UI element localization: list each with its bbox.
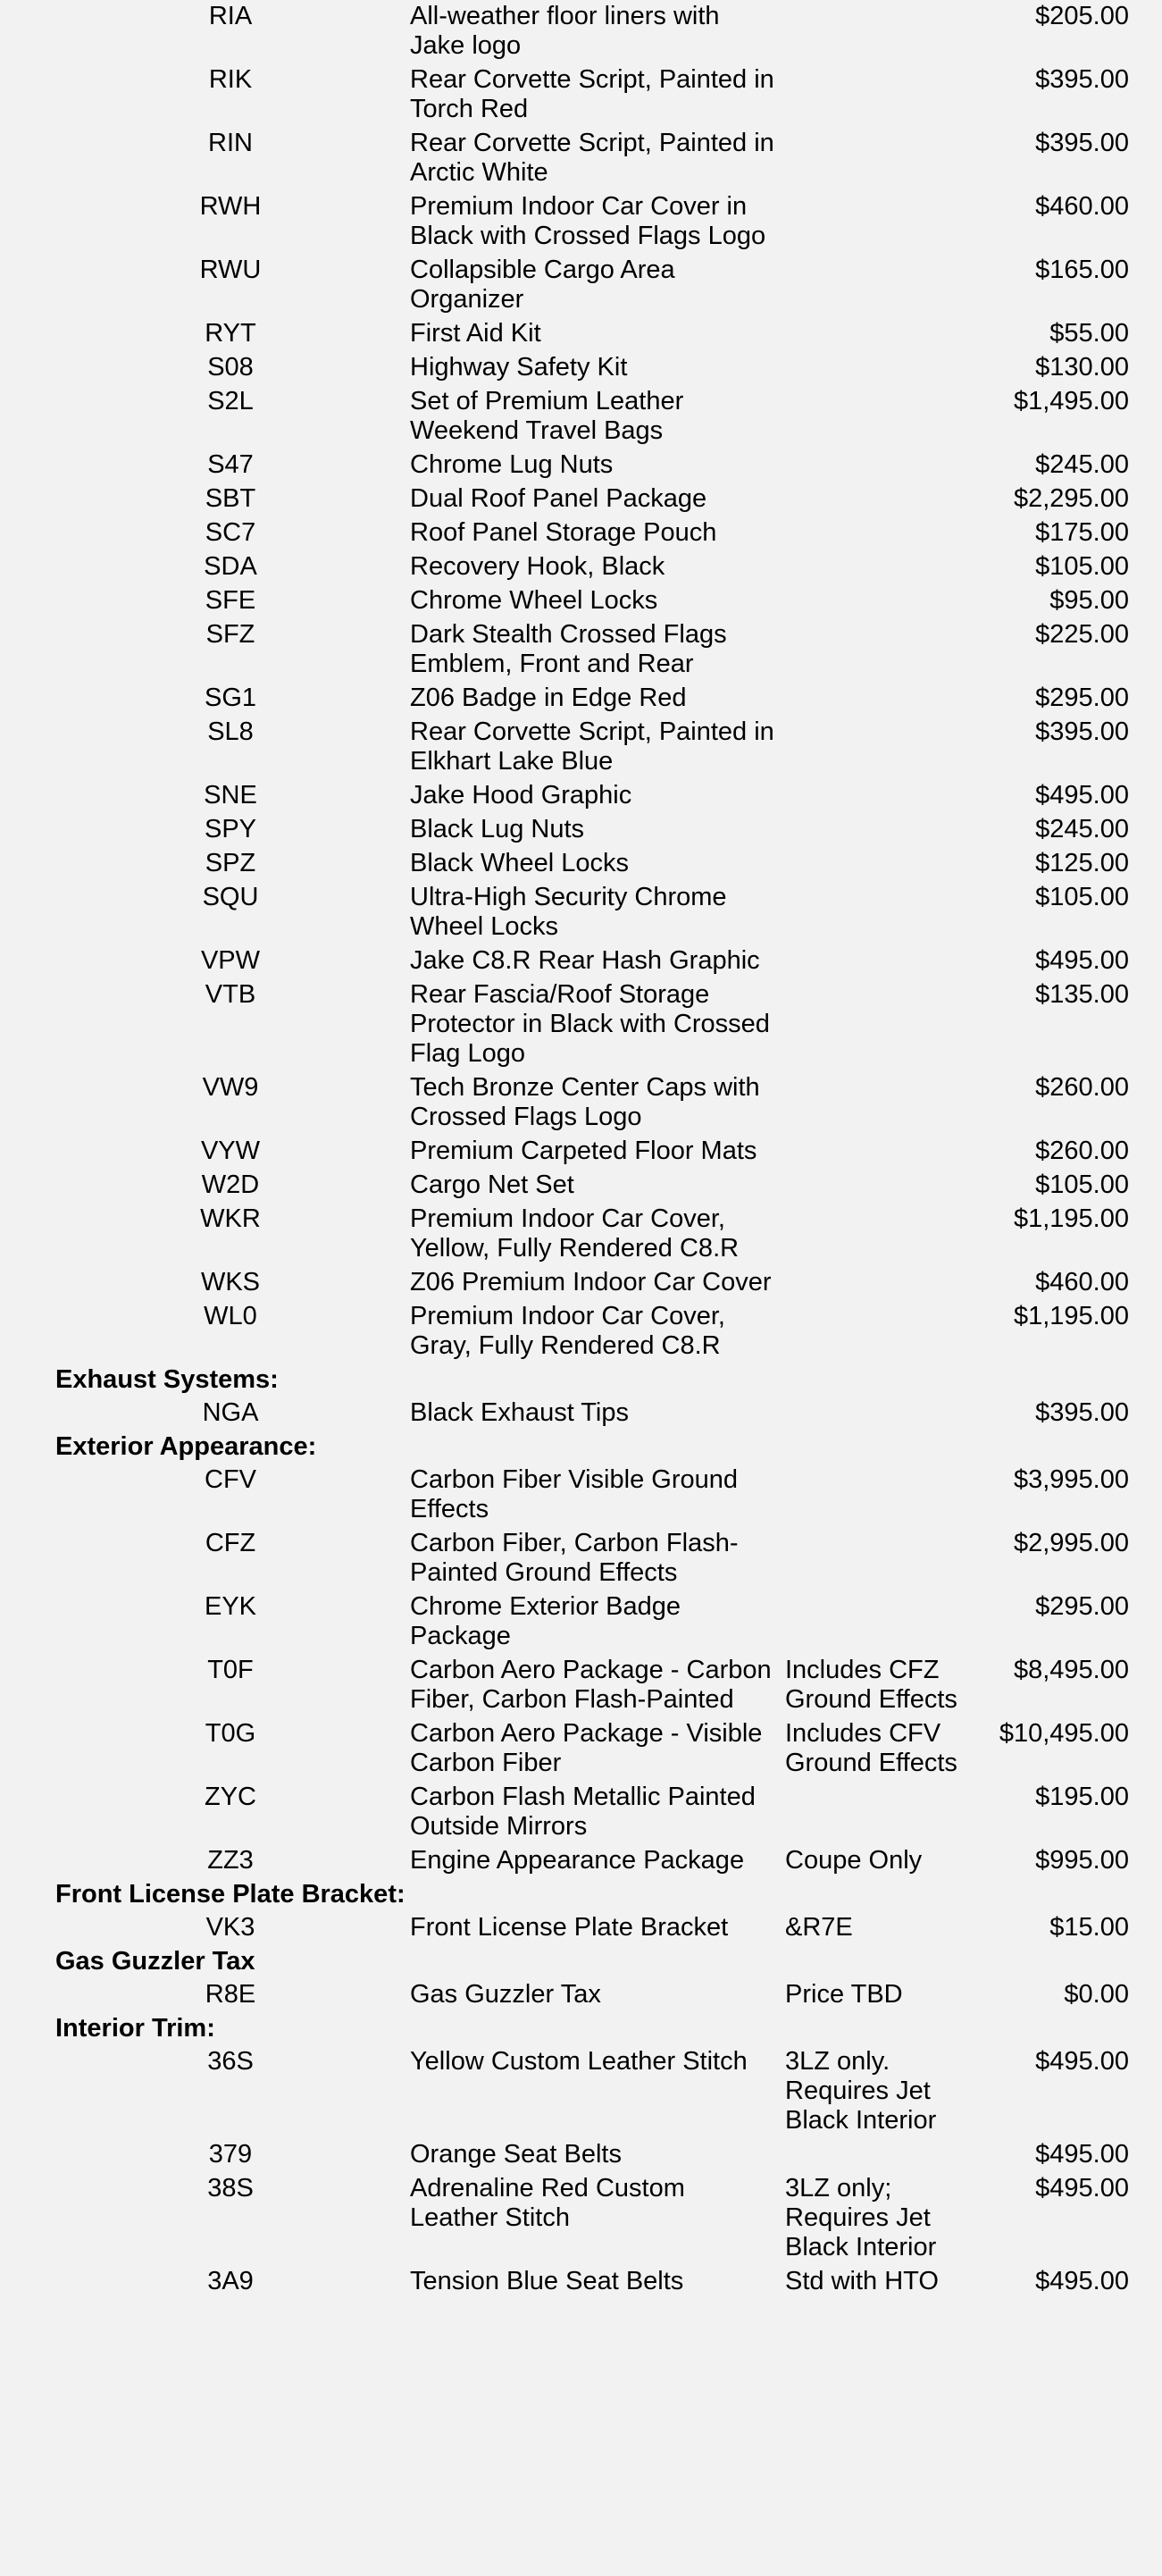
option-code: ZYC: [205, 1783, 256, 1811]
option-description: Highway Safety Kit: [410, 353, 628, 382]
option-price: $295.00: [1035, 684, 1129, 712]
option-code: CFV: [205, 1465, 256, 1494]
option-price: $245.00: [1035, 815, 1129, 843]
option-price: $135.00: [1035, 980, 1129, 1009]
option-row-ryt: [0, 319, 1162, 348]
option-description: Rear Corvette Script, Painted in Elkhart Lake Blue: [410, 717, 774, 776]
option-description: All-weather floor liners with Jake logo: [410, 2, 720, 60]
option-price: $1,495.00: [1013, 387, 1129, 415]
option-code: VW9: [202, 1073, 259, 1102]
option-row-s2l: [0, 387, 1162, 446]
option-row-rwu: [0, 256, 1162, 315]
option-code: 36S: [207, 2047, 254, 2076]
option-row-vw9: [0, 1073, 1162, 1132]
option-notes: 3LZ only; Requires Jet Black Interior: [785, 2174, 937, 2261]
option-description: Adrenaline Red Custom Leather Stitch: [410, 2174, 685, 2232]
option-code: SFZ: [205, 620, 255, 649]
option-description: Black Wheel Locks: [410, 849, 629, 877]
option-description: First Aid Kit: [410, 319, 541, 348]
option-code: RWH: [199, 192, 262, 221]
option-price: $1,195.00: [1013, 1204, 1129, 1233]
option-price: $495.00: [1035, 781, 1129, 810]
option-row-squ: [0, 883, 1162, 942]
option-row-zyc: [0, 1783, 1162, 1842]
option-code: SPY: [204, 815, 257, 843]
option-code: VPW: [200, 946, 261, 975]
option-description: Carbon Fiber, Carbon Flash-Painted Ground Effects: [410, 1529, 739, 1587]
option-code: SL8: [207, 717, 254, 746]
option-code: NGA: [202, 1398, 259, 1427]
option-row-wkr: [0, 1204, 1162, 1263]
option-price: $395.00: [1035, 717, 1129, 746]
option-description: Tech Bronze Center Caps with Crossed Flags Logo: [410, 1073, 760, 1131]
option-description: Premium Indoor Car Cover, Yellow, Fully Rendered C8.R: [410, 1204, 740, 1263]
option-code: SNE: [204, 781, 257, 810]
section-heading-front-license-plate-bracket: Front License Plate Bracket:: [55, 1880, 405, 1909]
option-code: ZZ3: [207, 1846, 254, 1875]
option-code: RYT: [205, 319, 256, 348]
option-code: T0G: [205, 1719, 256, 1748]
option-row-rwh: [0, 192, 1162, 251]
option-code: S47: [207, 450, 254, 479]
option-price: $460.00: [1035, 192, 1129, 221]
option-price: $395.00: [1035, 65, 1129, 94]
option-code: VK3: [205, 1913, 255, 1942]
option-row-rin: [0, 129, 1162, 188]
option-price: $105.00: [1035, 1171, 1129, 1199]
option-code: SPZ: [205, 849, 256, 877]
option-row-vtb: [0, 980, 1162, 1069]
section-heading-exterior-appearance: Exterior Appearance:: [55, 1432, 317, 1461]
option-description: Orange Seat Belts: [410, 2140, 622, 2169]
option-code: RWU: [199, 256, 262, 284]
option-code: WKS: [200, 1268, 261, 1296]
option-description: Recovery Hook, Black: [410, 552, 665, 581]
option-code: VTB: [205, 980, 256, 1009]
option-row-wl0: [0, 1302, 1162, 1361]
option-description: Rear Fascia/Roof Storage Protector in Black with Crossed Flag Logo: [410, 980, 770, 1068]
option-code: CFZ: [205, 1529, 256, 1557]
option-price: $130.00: [1035, 353, 1129, 382]
option-description: Yellow Custom Leather Stitch: [410, 2047, 748, 2076]
option-code: 379: [208, 2140, 253, 2169]
option-price: $125.00: [1035, 849, 1129, 877]
option-description: Chrome Lug Nuts: [410, 450, 614, 479]
option-row-vpw: [0, 946, 1162, 976]
option-description: Carbon Flash Metallic Painted Outside Mirrors: [410, 1783, 756, 1841]
option-row-zz3: [0, 1846, 1162, 1875]
option-row-w2d: [0, 1171, 1162, 1200]
option-price: $2,295.00: [1013, 484, 1129, 513]
option-description: Premium Indoor Car Cover, Gray, Fully Rendered C8.R: [410, 1302, 725, 1360]
option-row-eyk: [0, 1592, 1162, 1651]
option-description: Black Lug Nuts: [410, 815, 585, 843]
option-price: $105.00: [1035, 883, 1129, 911]
option-row-ria: [0, 2, 1162, 61]
option-price: $260.00: [1035, 1073, 1129, 1102]
option-price: $10,495.00: [999, 1719, 1129, 1748]
option-description: Jake C8.R Rear Hash Graphic: [410, 946, 760, 975]
option-row-sda: [0, 552, 1162, 582]
option-row-s47: [0, 450, 1162, 480]
option-notes: Includes CFV Ground Effects: [785, 1719, 957, 1777]
option-code: WKR: [200, 1204, 261, 1233]
option-code: 3A9: [207, 2267, 254, 2295]
option-notes: Coupe Only: [785, 1846, 923, 1875]
option-description: Collapsible Cargo Area Organizer: [410, 256, 675, 314]
option-code: RIA: [208, 2, 253, 30]
option-price: $260.00: [1035, 1137, 1129, 1165]
option-description: Chrome Wheel Locks: [410, 586, 658, 615]
option-row-379: [0, 2140, 1162, 2169]
option-description: Premium Indoor Car Cover in Black with Crossed Flags Logo: [410, 192, 766, 250]
option-description: Dual Roof Panel Package: [410, 484, 707, 513]
option-price: $55.00: [1049, 319, 1129, 348]
option-row-t0g: [0, 1719, 1162, 1778]
option-description: Carbon Fiber Visible Ground Effects: [410, 1465, 738, 1523]
option-row-36s: [0, 2047, 1162, 2135]
option-price: $395.00: [1035, 129, 1129, 157]
option-code: T0F: [207, 1656, 254, 1684]
option-description: Tension Blue Seat Belts: [410, 2267, 684, 2295]
option-description: Rear Corvette Script, Painted in Arctic White: [410, 129, 774, 187]
option-row-sg1: [0, 684, 1162, 713]
option-price: $395.00: [1035, 1398, 1129, 1427]
option-price: $205.00: [1035, 2, 1129, 30]
option-row-vyw: [0, 1137, 1162, 1166]
option-price: $105.00: [1035, 552, 1129, 581]
option-row-vk3: [0, 1913, 1162, 1942]
option-row-spz: [0, 849, 1162, 878]
option-code: S08: [207, 353, 254, 382]
section-heading-interior-trim: Interior Trim:: [55, 2014, 215, 2043]
option-code: SDA: [204, 552, 257, 581]
option-description: Front License Plate Bracket: [410, 1913, 729, 1942]
option-row-sc7: [0, 518, 1162, 548]
option-code: 38S: [207, 2174, 254, 2203]
option-price: $165.00: [1035, 256, 1129, 284]
option-price: $495.00: [1035, 946, 1129, 975]
option-description: Black Exhaust Tips: [410, 1398, 629, 1427]
option-price: $995.00: [1035, 1846, 1129, 1875]
option-row-rik: [0, 65, 1162, 124]
option-price: $495.00: [1035, 2047, 1129, 2076]
option-row-cfv: [0, 1465, 1162, 1524]
option-price: $15.00: [1049, 1913, 1129, 1942]
option-row-sfe: [0, 586, 1162, 616]
option-notes: Price TBD: [785, 1980, 903, 2009]
option-notes: &R7E: [785, 1913, 853, 1942]
option-description: Jake Hood Graphic: [410, 781, 632, 810]
option-code: RIN: [208, 129, 253, 157]
option-description: Z06 Premium Indoor Car Cover: [410, 1268, 772, 1296]
option-row-t0f: [0, 1656, 1162, 1715]
option-description: Carbon Aero Package - Carbon Fiber, Carbon Flash-Painted: [410, 1656, 772, 1714]
option-row-sl8: [0, 717, 1162, 776]
option-code: SC7: [205, 518, 256, 547]
option-description: Premium Carpeted Floor Mats: [410, 1137, 757, 1165]
option-price: $8,495.00: [1013, 1656, 1129, 1684]
option-notes: Includes CFZ Ground Effects: [785, 1656, 957, 1714]
option-row-spy: [0, 815, 1162, 844]
option-code: S2L: [207, 387, 254, 415]
option-description: Roof Panel Storage Pouch: [410, 518, 717, 547]
option-description: Ultra-High Security Chrome Wheel Locks: [410, 883, 727, 941]
option-description: Cargo Net Set: [410, 1171, 574, 1199]
option-description: Gas Guzzler Tax: [410, 1980, 601, 2009]
option-row-sfz: [0, 620, 1162, 679]
option-notes: 3LZ only. Requires Jet Black Interior: [785, 2047, 937, 2135]
option-description: Z06 Badge in Edge Red: [410, 684, 687, 712]
option-price: $195.00: [1035, 1783, 1129, 1811]
option-row-nga: [0, 1398, 1162, 1428]
option-price: $460.00: [1035, 1268, 1129, 1296]
option-price: $495.00: [1035, 2174, 1129, 2203]
option-price: $1,195.00: [1013, 1302, 1129, 1330]
option-price: $0.00: [1064, 1980, 1129, 2009]
option-row-3a9: [0, 2267, 1162, 2296]
option-code: SQU: [202, 883, 259, 911]
option-code: W2D: [201, 1171, 260, 1199]
option-row-cfz: [0, 1529, 1162, 1588]
section-heading-gas-guzzler-tax: Gas Guzzler Tax: [55, 1947, 255, 1976]
option-row-wks: [0, 1268, 1162, 1297]
option-code: SBT: [205, 484, 256, 513]
option-price: $175.00: [1035, 518, 1129, 547]
option-price: $495.00: [1035, 2267, 1129, 2295]
option-code: R8E: [205, 1980, 256, 2009]
option-code: SFE: [205, 586, 256, 615]
section-heading-exhaust-systems: Exhaust Systems:: [55, 1365, 279, 1394]
option-code: EYK: [204, 1592, 257, 1621]
option-description: Engine Appearance Package: [410, 1846, 745, 1875]
option-code: RIK: [208, 65, 253, 94]
option-row-r8e: [0, 1980, 1162, 2010]
option-row-sbt: [0, 484, 1162, 514]
option-description: Rear Corvette Script, Painted in Torch Red: [410, 65, 774, 123]
option-price: $95.00: [1049, 586, 1129, 615]
option-description: Dark Stealth Crossed Flags Emblem, Front and Rear: [410, 620, 727, 678]
option-row-sne: [0, 781, 1162, 810]
option-price: $225.00: [1035, 620, 1129, 649]
option-price: $3,995.00: [1013, 1465, 1129, 1494]
option-row-s08: [0, 353, 1162, 382]
option-price: $295.00: [1035, 1592, 1129, 1621]
option-description: Carbon Aero Package - Visible Carbon Fiber: [410, 1719, 763, 1777]
option-price: $2,995.00: [1013, 1529, 1129, 1557]
option-description: Set of Premium Leather Weekend Travel Bags: [410, 387, 684, 445]
option-code: WL0: [204, 1302, 257, 1330]
option-price: $245.00: [1035, 450, 1129, 479]
option-code: VYW: [200, 1137, 261, 1165]
option-row-38s: [0, 2174, 1162, 2262]
option-notes: Std with HTO: [785, 2267, 939, 2295]
option-price: $495.00: [1035, 2140, 1129, 2169]
option-code: SG1: [204, 684, 257, 712]
option-description: Chrome Exterior Badge Package: [410, 1592, 681, 1650]
